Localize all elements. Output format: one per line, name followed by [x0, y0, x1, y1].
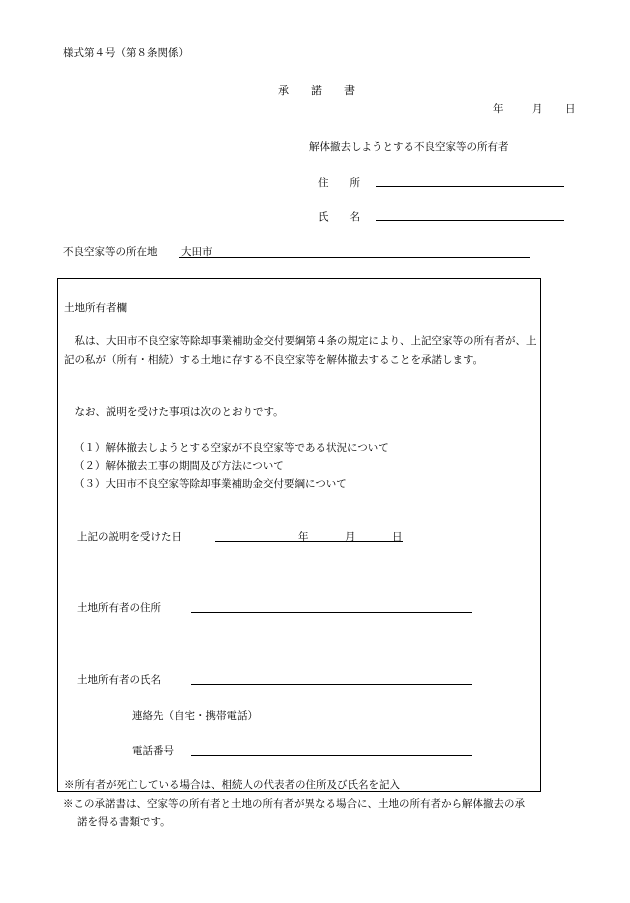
owner-name-line[interactable]	[376, 220, 564, 221]
footer-note-line-2: 諾を得る書類です。	[77, 816, 171, 828]
explained-date-label: 上記の説明を受けた日	[77, 531, 182, 543]
date-day-label: 日	[565, 103, 576, 115]
land-owner-address-label: 土地所有者の住所	[77, 602, 161, 614]
explanation-intro: なお、説明を受けた事項は次のとおりです。	[64, 406, 284, 418]
footer-note-line-1: ※この承諾書は、空家等の所有者と土地の所有者が異なる場合に、土地の所有者から解体撤去の承	[63, 798, 525, 810]
property-location-label: 不良空家等の所在地	[63, 246, 158, 258]
date-month-label: 月	[532, 103, 543, 115]
explained-date-line[interactable]	[215, 541, 403, 542]
owner-address-line[interactable]	[376, 186, 564, 187]
explained-date-month: 月	[345, 531, 356, 543]
land-owner-name-line[interactable]	[191, 684, 472, 685]
property-location-value: 大田市	[181, 246, 213, 258]
land-owner-section	[57, 278, 541, 792]
owner-name-label: 氏 名	[318, 211, 360, 223]
phone-label: 電話番号	[132, 745, 174, 757]
form-number: 様式第４号（第８条関係）	[63, 47, 189, 59]
consent-paragraph: 私は、大田市不良空家等除却事業補助金交付要綱第４条の規定により、上記空家等の所有者が、上記の私が（所有・相続）する土地に存する不良空家等を解体撤去することを承諾します。	[64, 335, 537, 366]
explained-date-day: 日	[392, 531, 403, 543]
land-owner-name-label: 土地所有者の氏名	[77, 674, 161, 686]
document-title: 承 諾 書	[278, 84, 355, 97]
owner-address-label: 住 所	[318, 177, 360, 189]
explanation-item-1: （１）解体撤去しようとする空家が不良空家等である状況について	[74, 442, 389, 454]
owner-heading: 解体撤去しようとする不良空家等の所有者	[309, 141, 509, 153]
land-owner-heading: 土地所有者欄	[64, 302, 127, 314]
land-owner-address-line[interactable]	[191, 612, 472, 613]
explanation-item-2: （２）解体撤去工事の期間及び方法について	[74, 460, 284, 472]
phone-line[interactable]	[191, 755, 472, 756]
property-location-line[interactable]	[179, 257, 530, 258]
deceased-note: ※所有者が死亡している場合は、相続人の代表者の住所及び氏名を記入	[64, 779, 400, 791]
contact-label: 連絡先（自宅・携帯電話）	[132, 710, 258, 722]
explained-date-year: 年	[298, 531, 309, 543]
explanation-item-3: （３）大田市不良空家等除却事業補助金交付要綱について	[74, 478, 347, 490]
date-year-label: 年	[493, 103, 504, 115]
